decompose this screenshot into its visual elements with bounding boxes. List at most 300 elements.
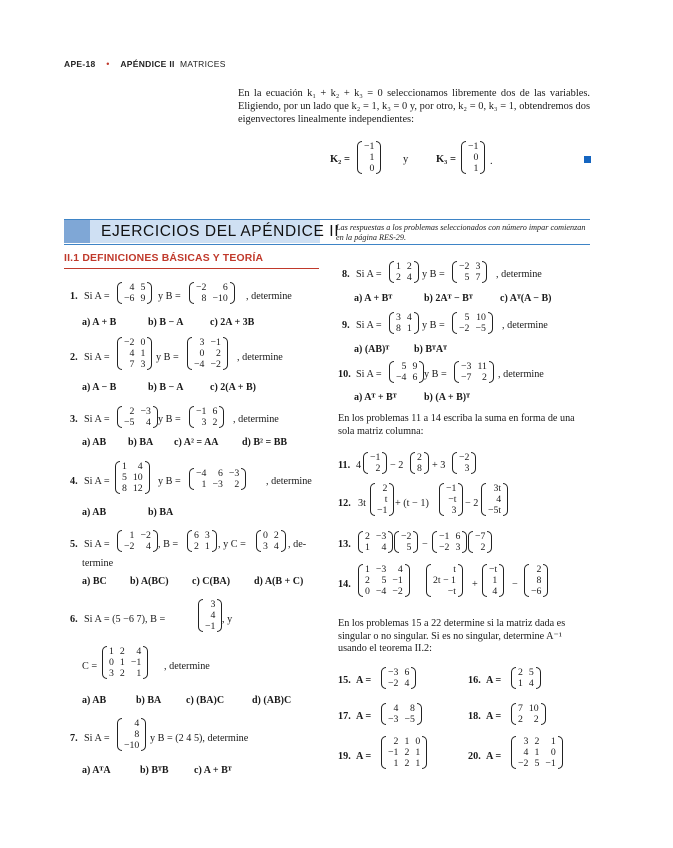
matrix-entry: 4 — [145, 541, 151, 552]
matrix — [381, 736, 427, 769]
matrix-row — [191, 337, 224, 348]
matrix-row — [106, 657, 144, 668]
matrix-entry: −7 — [461, 372, 472, 383]
matrix-row — [121, 337, 148, 348]
matrix-row — [414, 452, 425, 463]
matrix-row — [436, 531, 463, 542]
matrix-label: A = — [356, 711, 372, 722]
matrix-row — [121, 541, 154, 552]
matrix-row — [443, 494, 459, 505]
matrix-entry: 3 — [263, 541, 268, 552]
matrix-row — [528, 564, 544, 575]
matrix-row — [193, 468, 242, 479]
problem-text: , determine — [498, 369, 544, 380]
matrix-row — [121, 293, 148, 304]
problem-text: Si A = — [84, 291, 110, 302]
problem-number: 14. — [338, 579, 351, 590]
matrix-entry: 8 — [134, 729, 140, 740]
matrix-entry: 8 — [201, 293, 207, 304]
problem-text: , determine — [496, 269, 542, 280]
matrix-row — [385, 703, 418, 714]
matrix-entry: −7 — [475, 531, 486, 542]
part: c) A² = AA — [174, 437, 219, 448]
matrix-b — [189, 406, 224, 428]
matrix — [381, 667, 416, 689]
vector-entry: 1 — [473, 163, 479, 174]
matrix-a — [117, 530, 158, 552]
matrix-entry: 2 — [480, 542, 486, 553]
matrix-entry: 2 — [404, 758, 410, 769]
matrix-row — [193, 282, 231, 293]
matrix-row — [398, 542, 414, 553]
part: b) B − A — [148, 317, 184, 328]
matrix-entry: 4 — [137, 461, 143, 472]
matrix-entry: −2 — [388, 678, 399, 689]
matrix-row — [515, 667, 537, 678]
matrix-entry: 4 — [523, 747, 529, 758]
matrix-entry: −6 — [124, 293, 135, 304]
matrix-entry: 2 — [234, 479, 240, 490]
matrix-entry: 3 — [396, 312, 401, 323]
problem-text: , y — [222, 614, 233, 625]
problem-text: Si A = — [84, 414, 110, 425]
matrix-entry: 2 — [365, 575, 370, 586]
matrix-row — [193, 417, 220, 428]
vector-row — [465, 152, 481, 163]
matrix-row — [362, 542, 389, 553]
matrix-row — [106, 646, 144, 657]
problem-text: , determine — [237, 352, 283, 363]
matrix-entry: −10 — [212, 293, 228, 304]
matrix-entry: 11 — [477, 361, 487, 372]
matrix-entry: 1 — [406, 323, 412, 334]
matrix-row — [191, 348, 224, 359]
problem-text: , determine — [502, 320, 548, 331]
matrix — [358, 531, 393, 553]
matrix-row — [456, 312, 489, 323]
matrix-entry: 2 — [534, 736, 540, 747]
matrix-row — [121, 740, 142, 751]
matrix-row — [436, 542, 463, 553]
matrix-entry: −2 — [124, 337, 135, 348]
matrix-entry: 5 — [464, 312, 470, 323]
matrix-entry: 1 — [136, 668, 142, 679]
part: c) Aᵀ(A − B) — [500, 293, 552, 304]
matrix-row — [443, 505, 459, 516]
matrix-row — [456, 463, 472, 474]
matrix-entry: 8 — [536, 575, 542, 586]
matrix-row — [515, 714, 542, 725]
instruction-15-22: En los problemas 15 a 22 determine si la matriz dada es singular o no singular. Si es no singular, determine A⁻¹ usando el teorema II.2: — [338, 618, 566, 654]
matrix-row — [106, 668, 144, 679]
matrix-entry: 5 — [528, 667, 534, 678]
matrix-entry: −2 — [459, 452, 470, 463]
part: c) C(BA) — [192, 576, 231, 587]
matrix-b — [454, 361, 494, 383]
matrix-row — [528, 586, 544, 597]
part: b) BA — [136, 695, 162, 706]
column-vector — [394, 531, 418, 553]
matrix-entry: 2 — [533, 714, 539, 725]
matrix-row — [121, 718, 142, 729]
matrix-entry: −1 — [439, 531, 450, 542]
vector-entry: 0 — [473, 152, 479, 163]
matrix-entry: 6 — [194, 530, 199, 541]
column-vector — [524, 564, 548, 597]
matrix-row — [458, 361, 490, 372]
matrix-a — [389, 312, 419, 334]
problem-text: , determine — [246, 291, 292, 302]
matrix-b — [198, 599, 222, 632]
matrix-entry: −10 — [124, 740, 140, 751]
matrix-entry: 1 — [404, 736, 410, 747]
matrix-row — [515, 747, 559, 758]
matrix-row — [456, 452, 472, 463]
matrix-row — [393, 272, 415, 283]
matrix-row — [528, 575, 544, 586]
matrix-entry: −6 — [531, 586, 542, 597]
matrix-row — [191, 359, 224, 370]
matrix-entry: −2 — [439, 542, 450, 553]
matrix-entry: 2 — [536, 564, 542, 575]
problem-number: 9. — [342, 320, 350, 331]
matrix-entry: 1 — [119, 657, 125, 668]
page-number: APE-18 — [64, 59, 96, 69]
matrix-entry: 2 — [406, 261, 412, 272]
matrix-row — [456, 261, 483, 272]
matrix-row — [121, 348, 148, 359]
problem-number: 3. — [70, 414, 78, 425]
matrix-row — [515, 703, 542, 714]
operator: − — [512, 579, 518, 590]
matrix-entry: 1 — [140, 348, 146, 359]
part: d) (AB)C — [252, 695, 292, 706]
k2-label: K₂ = — [330, 154, 350, 165]
matrix-entry: 2 — [215, 348, 221, 359]
matrix-entry: −2 — [196, 282, 207, 293]
matrix-entry: 1 — [365, 542, 370, 553]
part: a) BC — [82, 576, 107, 587]
matrix-entry: 0 — [263, 530, 268, 541]
matrix-b — [187, 530, 217, 552]
matrix-entry: −1 — [130, 657, 142, 668]
matrix-entry: −1 — [210, 337, 221, 348]
matrix-entry: 3 — [464, 463, 470, 474]
matrix-row — [121, 729, 142, 740]
matrix-row — [374, 494, 390, 505]
problem-number: 19. — [338, 751, 351, 762]
matrix-entry: 8 — [409, 703, 415, 714]
matrix — [432, 531, 467, 553]
matrix-entry: 5 — [464, 272, 470, 283]
end-of-example-square — [584, 156, 591, 163]
part: b) BᵀB — [140, 765, 169, 776]
problem-number: 12. — [338, 498, 351, 509]
matrix-row — [385, 747, 423, 758]
matrix-entry: −3 — [212, 479, 223, 490]
matrix-row — [515, 678, 537, 689]
matrix-entry: 6 — [212, 406, 218, 417]
matrix-label: A = — [356, 751, 372, 762]
problem-text: y B = — [422, 320, 445, 331]
part: b) BA — [148, 507, 174, 518]
matrix-entry: −3 — [388, 667, 399, 678]
matrix-entry: 3 — [204, 530, 210, 541]
matrix-entry: −3 — [228, 468, 240, 479]
problem-number: 18. — [468, 711, 481, 722]
matrix-entry: 6 — [404, 667, 410, 678]
matrix-entry: 10 — [476, 312, 486, 323]
matrix-entry: −4 — [375, 586, 387, 597]
matrix-entry: 4 — [397, 564, 403, 575]
topic-label: MATRICES — [179, 59, 226, 69]
matrix-row — [414, 463, 425, 474]
matrix-a — [389, 261, 419, 283]
column-vector — [363, 452, 387, 474]
matrix-row — [202, 610, 218, 621]
matrix-entry: 2 — [194, 541, 199, 552]
matrix-row — [385, 736, 423, 747]
instruction-11-14: En los problemas 11 a 14 escriba la suma en forma de una sola matriz columna: — [338, 413, 575, 437]
vector-row — [465, 163, 481, 174]
answers-note: Las respuestas a los problemas seleccionados con número impar comienzan en la página RES-29. — [336, 223, 586, 242]
matrix-entry: 3 — [199, 337, 205, 348]
matrix-entry: 2 — [393, 736, 399, 747]
matrix-entry: 0 — [199, 348, 205, 359]
matrix-row — [202, 599, 218, 610]
matrix-entry: 4 — [406, 272, 412, 283]
matrix-row — [485, 505, 504, 516]
part: b) 2Aᵀ − Bᵀ — [424, 293, 473, 304]
matrix-entry: 2 — [212, 417, 218, 428]
matrix-entry: −1 — [370, 452, 381, 463]
matrix-entry: 4 — [406, 312, 412, 323]
matrix-entry: −3 — [140, 406, 151, 417]
matrix-entry: −3 — [388, 714, 399, 725]
matrix-row — [119, 461, 146, 472]
matrix-entry: −4 — [194, 359, 205, 370]
matrix — [511, 736, 563, 769]
matrix-row — [458, 372, 490, 383]
problem-number: 17. — [338, 711, 351, 722]
part: a) AB — [82, 695, 107, 706]
matrix-label: A = — [486, 675, 502, 686]
matrix-entry: 6 — [455, 531, 461, 542]
matrix-entry: 3 — [523, 736, 529, 747]
matrix-entry: 3 — [455, 542, 461, 553]
problem-text: y B = (2 4 5), determine — [150, 733, 249, 744]
matrix-entry: −2 — [124, 541, 135, 552]
matrix-row — [362, 575, 406, 586]
k3-label: K₃ = — [436, 154, 456, 165]
and-word: y — [403, 154, 409, 165]
matrix-entry: −2 — [140, 530, 151, 541]
problem-text: Si A = — [84, 539, 110, 550]
matrix-entry: 1 — [109, 646, 114, 657]
matrix-entry: 5 — [534, 758, 540, 769]
matrix-entry: 8 — [122, 483, 127, 494]
matrix-entry: 2 — [518, 714, 523, 725]
column-vector — [439, 483, 463, 516]
part: d) A(B + C) — [254, 576, 304, 587]
matrix-entry: −5 — [404, 714, 415, 725]
matrix-entry: 8 — [417, 463, 422, 474]
vector-row — [361, 163, 377, 174]
matrix-row — [121, 406, 154, 417]
matrix-row — [398, 531, 414, 542]
matrix-row — [472, 542, 488, 553]
matrix-entry: 1 — [415, 758, 421, 769]
vector-entry: −1 — [468, 141, 479, 152]
part: b) A(BC) — [130, 576, 169, 587]
matrix-b — [452, 312, 493, 334]
matrix-row — [485, 483, 504, 494]
column-vector — [426, 564, 463, 597]
matrix-entry: 6 — [217, 468, 223, 479]
matrix-entry: 4 — [210, 610, 216, 621]
matrix-row — [486, 575, 500, 586]
matrix-entry: −3 — [461, 361, 472, 372]
matrix-entry: −2 — [459, 323, 470, 334]
matrix-entry: 4 — [129, 348, 135, 359]
matrix-entry: −5 — [124, 417, 135, 428]
part: a) A − B — [82, 382, 117, 393]
matrix-row — [472, 531, 488, 542]
matrix-entry: 10 — [132, 472, 143, 483]
part: a) A + B — [82, 317, 117, 328]
operator: + 3 — [432, 460, 446, 471]
matrix-entry: 2 — [404, 747, 410, 758]
matrix-entry: 6 — [412, 372, 418, 383]
matrix-entry: 3t — [493, 483, 502, 494]
matrix-entry: 1 — [201, 479, 207, 490]
matrix-row — [121, 417, 154, 428]
column-vector — [370, 483, 394, 516]
problem-number: 8. — [342, 269, 350, 280]
part: a) (AB)ᵀ — [354, 344, 390, 355]
matrix-row — [515, 736, 559, 747]
matrix-row — [393, 312, 415, 323]
matrix-row — [191, 541, 213, 552]
matrix-entry: 4 — [381, 542, 387, 553]
matrix-row — [362, 586, 406, 597]
matrix-row — [393, 361, 420, 372]
problem-text: Si A = (5 −6 7), B = — [84, 614, 166, 625]
matrix-entry: 1 — [129, 530, 135, 541]
matrix-a — [117, 718, 146, 751]
matrix-entry: 0 — [140, 337, 146, 348]
part: c) A + Bᵀ — [194, 765, 232, 776]
matrix-entry: 0 — [109, 657, 114, 668]
matrix-entry: 4 — [136, 646, 142, 657]
matrix-row — [393, 261, 415, 272]
header-bullet: • — [106, 59, 110, 69]
matrix-row — [374, 483, 390, 494]
matrix-entry: −t — [448, 494, 457, 505]
problem-5-continued: termine — [82, 558, 114, 569]
k2-vector — [357, 141, 381, 174]
matrix-entry: 4 — [273, 541, 279, 552]
period: . — [490, 156, 493, 167]
problem-text: , determine — [266, 476, 312, 487]
matrix-entry: −1 — [377, 505, 388, 516]
matrix-entry: 1 — [393, 758, 399, 769]
matrix-entry: 2 — [119, 646, 125, 657]
matrix-entry: 6 — [222, 282, 228, 293]
matrix-entry: 8 — [396, 323, 401, 334]
matrix-entry: 1 — [415, 747, 421, 758]
running-header — [64, 59, 226, 69]
matrix-row — [515, 758, 559, 769]
matrix-row — [121, 282, 148, 293]
matrix-entry: 2 — [365, 531, 370, 542]
problem-number: 15. — [338, 675, 351, 686]
matrix-row — [443, 483, 459, 494]
matrix-entry: 3 — [451, 505, 457, 516]
matrix-entry: 5 — [401, 361, 407, 372]
matrix-row — [456, 323, 489, 334]
problem-number: 1. — [70, 291, 78, 302]
matrix-b — [189, 468, 246, 490]
matrix-entry: 2 — [375, 463, 381, 474]
problem-text: , y C = — [218, 539, 246, 550]
matrix-row — [456, 272, 483, 283]
part: a) Aᵀ + Bᵀ — [354, 392, 397, 403]
column-vector — [468, 531, 492, 553]
matrix-entry: −3 — [375, 531, 387, 542]
matrix-row — [430, 586, 459, 597]
part: b) (A + B)ᵀ — [424, 392, 470, 403]
matrix-row — [374, 505, 390, 516]
matrix-row — [193, 479, 242, 490]
part: a) A + Bᵀ — [354, 293, 393, 304]
column-vector — [410, 452, 429, 474]
matrix-entry: 5 — [381, 575, 387, 586]
part: b) B − A — [148, 382, 184, 393]
operator: + (t − 1) — [395, 498, 429, 509]
section-title: II.1 DEFINICIONES BÁSICAS Y TEORÍA — [64, 253, 264, 264]
appendix-label: APÉNDICE II — [120, 59, 175, 69]
intro-paragraph: En la ecuación k₁ + k₂ + k₃ = 0 seleccionamos libremente dos de las variables. Eligiendo, por un lado que k₂ = 1, k₃ = 0 y, por otro, k₂ = 0, k₃ = 1, obtendremos dos eigenvectores linealmente independientes: — [238, 88, 590, 125]
problem-number: 5. — [70, 539, 78, 550]
matrix — [511, 703, 546, 725]
problem-number: 16. — [468, 675, 481, 686]
problem-number: 10. — [338, 369, 351, 380]
matrix-entry: −t — [447, 586, 456, 597]
matrix-row — [119, 483, 146, 494]
part: d) B² = BB — [242, 437, 288, 448]
matrix-entry: 7 — [475, 272, 481, 283]
matrix-entry: 12 — [132, 483, 143, 494]
vector-entry: −1 — [364, 141, 375, 152]
problem-text: Si A = — [84, 733, 110, 744]
matrix-entry: t — [453, 564, 456, 575]
matrix-row — [362, 564, 406, 575]
operator: − 2 — [390, 460, 404, 471]
matrix-entry: 2t − 1 — [433, 575, 456, 586]
part: b) BᵀAᵀ — [414, 344, 447, 355]
matrix-entry: 1 — [550, 736, 556, 747]
part: a) AᵀA — [82, 765, 111, 776]
matrix-a — [389, 361, 424, 383]
matrix-label: A = — [356, 675, 372, 686]
matrix-entry: 2 — [119, 668, 125, 679]
matrix-entry: 2 — [518, 667, 523, 678]
matrix-row — [362, 531, 389, 542]
matrix-entry: −1 — [392, 575, 403, 586]
problem-number: 13. — [338, 539, 351, 550]
matrix-entry: −2 — [392, 586, 403, 597]
